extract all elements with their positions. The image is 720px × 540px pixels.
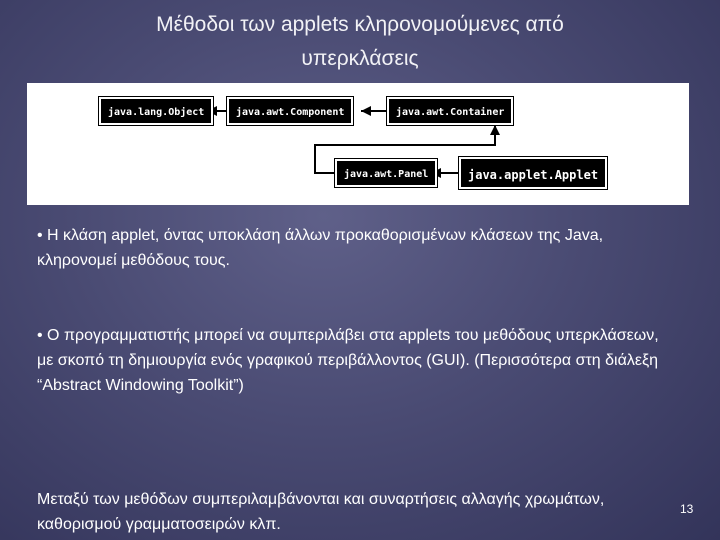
- paragraph-methods-summary: Μεταξύ των μεθόδων συμπεριλαμβάνονται και συναρτήσεις αλλαγής χρωμάτων, καθορισμού γραμματοσειρών κλπ.: [37, 491, 605, 533]
- arrowhead-component-icon: [361, 106, 371, 116]
- page-number: 13: [680, 502, 694, 516]
- slide-title-line1: Μέθοδοι των applets κληρονομούμενες από: [156, 13, 564, 36]
- class-hierarchy-diagram: [27, 83, 689, 205]
- bullet-programmer-superclass-methods: • Ο προγραμματιστής μπορεί να συμπεριλάβει στα applets του μεθόδους υπερκλάσεων, με σκοπό τη δημιουργία ενός γραφικού περιβάλλοντος (GUI). (Περισσότερα στη διάλεξη “Abstract Windowing Toolkit”): [37, 327, 659, 394]
- bullet-applet-inherits: • Η κλάση applet, όντας υποκλάση άλλων προκαθορισμένων κλάσεων της Java, κληρονομεί μεθόδους τους.: [37, 227, 604, 269]
- node-java-lang-object: java.lang.Object: [99, 97, 213, 125]
- slide-title: [60, 8, 660, 76]
- node-java-applet-applet: java.applet.Applet: [459, 157, 607, 189]
- node-java-awt-panel: java.awt.Panel: [335, 159, 437, 187]
- node-java-awt-component: java.awt.Component: [227, 97, 353, 125]
- node-java-awt-container: java.awt.Container: [387, 97, 513, 125]
- slide-title-line2: υπερκλάσεις: [301, 47, 419, 70]
